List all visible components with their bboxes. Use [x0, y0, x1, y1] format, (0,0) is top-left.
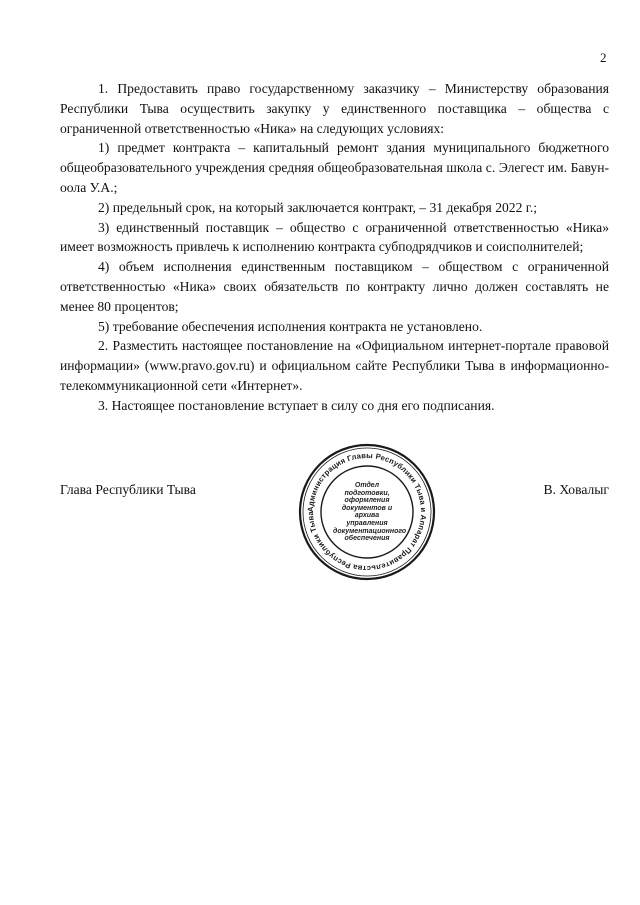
paragraph-3: 3. Настоящее постановление вступает в силу со дня его подписания. [98, 397, 495, 413]
stamp-line: документационного [333, 527, 407, 535]
paragraph-1-item-5: 5) требование обеспечения исполнения контракта не установлено. [98, 318, 483, 334]
stamp-line: оформления [344, 497, 390, 505]
stamp-line: документов и архива [341, 504, 393, 520]
stamp-center-text [333, 482, 407, 543]
stamp-line: Отдел [354, 482, 380, 489]
stamp-line: обеспечения [344, 535, 390, 543]
stamp-line: подготовки, [344, 489, 390, 497]
paragraph-1: 1. Предоставить право государственному заказчику – Министерству образования Республики Тыва осуществить закупку у единственного поставщика – общества с ограниченной ответственностью «Ника» на следующих условиях: [60, 81, 609, 136]
document-body [60, 79, 609, 416]
official-stamp [297, 442, 437, 582]
paragraph-1-item-2: 2) предельный срок, на который заключается контракт, – 31 декабря 2022 г.; [98, 199, 538, 215]
paragraph-1-item-4: 4) объем исполнения единственным поставщиком – обществом с ограниченной ответственностью «Ника» своих обязательств по контракту лично должен составлять не менее 80 процентов; [60, 259, 609, 314]
stamp-ring-text: Администрация Главы Республики Тыва и Аппарат Правительства Республики Тыва [305, 450, 429, 574]
stamp-line: управления [346, 519, 388, 527]
paragraph-1-item-3: 3) единственный поставщик – общество с ограниченной ответственностью «Ника» имеет возможность привлечь к исполнению контракта субподрядчиков и соисполнителей; [60, 219, 609, 255]
paragraph-2: 2. Разместить настоящее постановление на «Официальном интернет-портале правовой информации» (www.pravo.gov.ru) и официальном сайте Республики Тыва в информационно-телекоммуникационной сети «Интернет». [60, 338, 609, 393]
page-number: 2 [600, 50, 607, 65]
signatory-name: В. Ховалыг [543, 482, 609, 497]
paragraph-1-item-1: 1) предмет контракта – капитальный ремонт здания муниципального бюджетного общеобразовательного учреждения средняя общеобразовательная школа с. Элегест им. Бавун-оола У.А.; [60, 140, 609, 195]
signatory-title: Глава Республики Тыва [60, 482, 196, 497]
